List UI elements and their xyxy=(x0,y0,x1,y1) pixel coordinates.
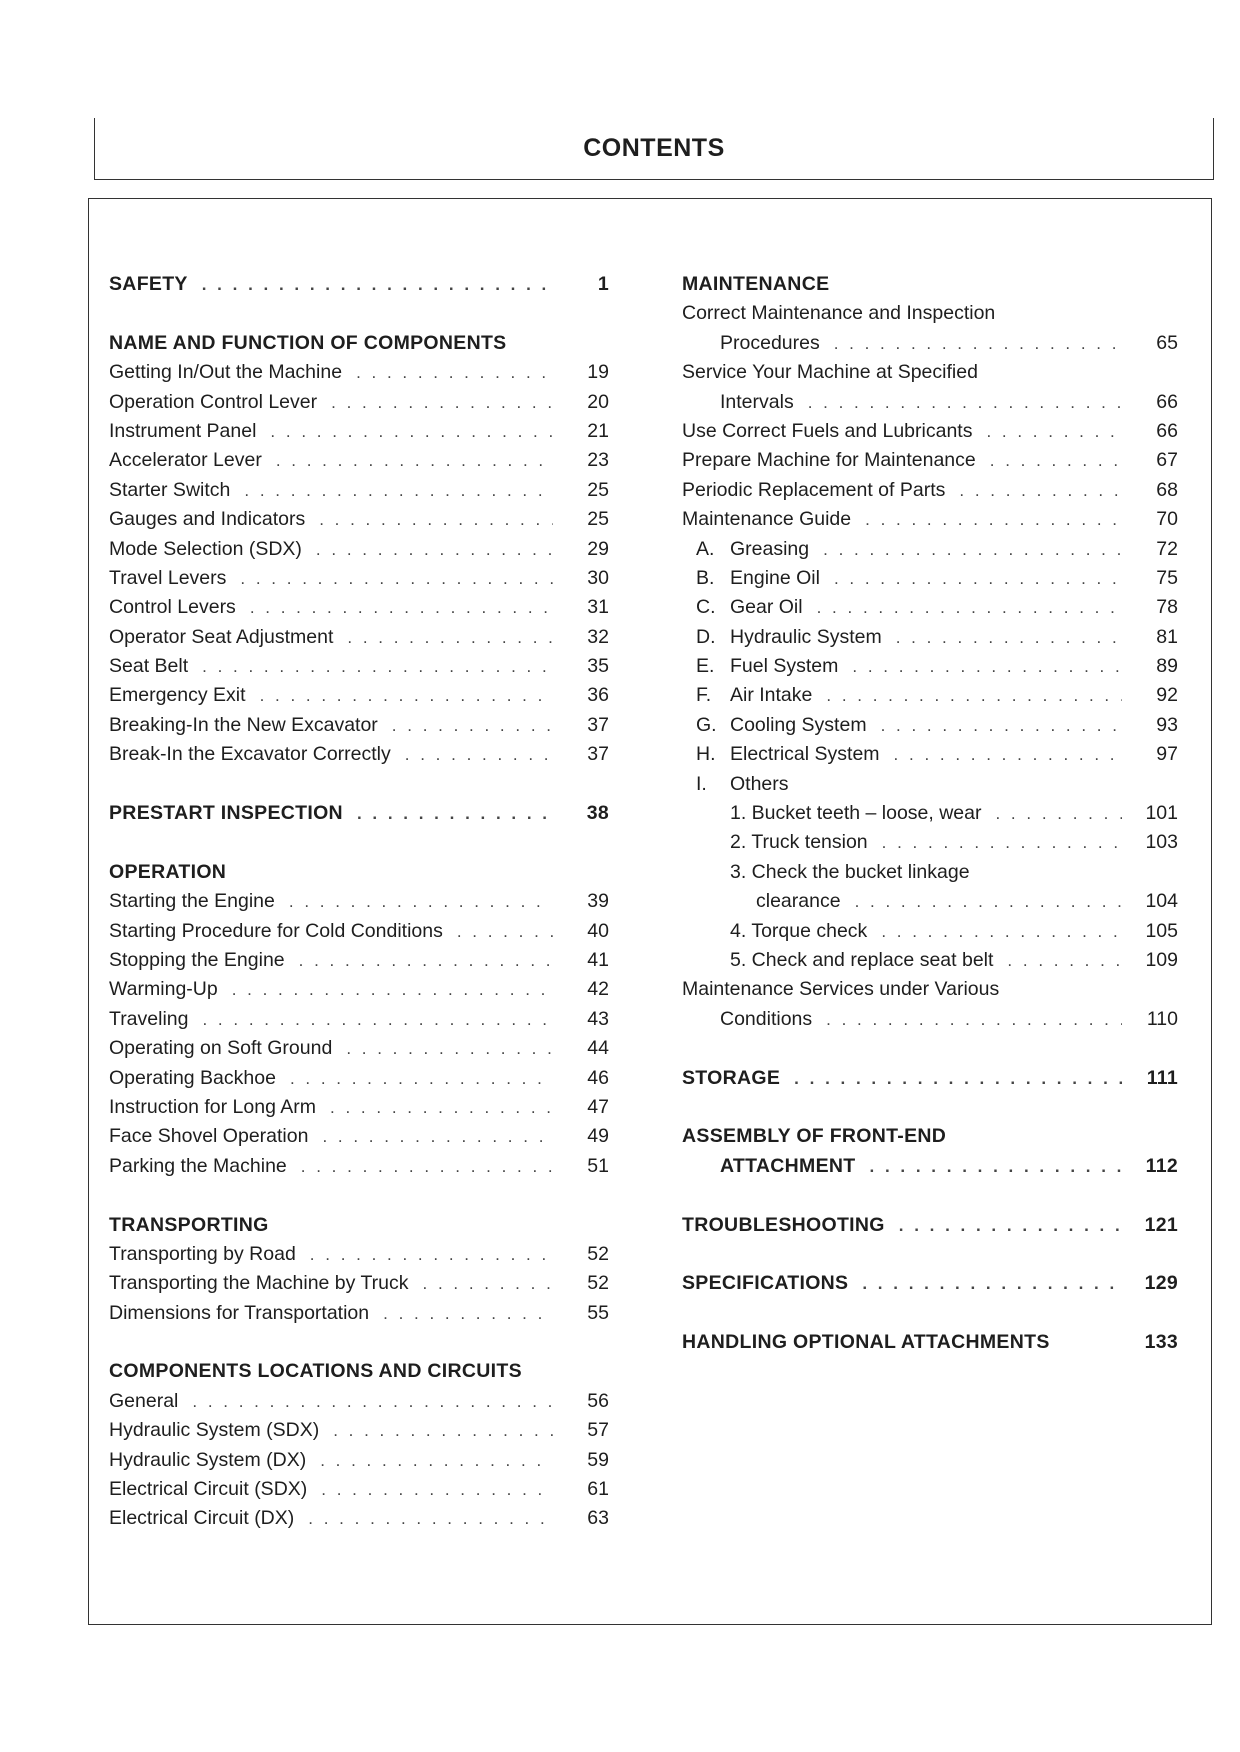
toc-entry[interactable]: Accelerator Lever . . . 23 xyxy=(109,449,609,478)
toc-entry-specifications[interactable]: SPECIFICATIONS . . . 129 xyxy=(682,1272,1178,1301)
toc-entry[interactable]: Hydraulic System (DX) . . . 59 xyxy=(109,1449,609,1478)
dot-leader xyxy=(834,334,1122,354)
dot-leader xyxy=(392,716,553,736)
toc-entry[interactable]: Warming-Up . . . 42 xyxy=(109,978,609,1007)
toc-entry[interactable]: Conditions . . . 110 xyxy=(682,1008,1178,1037)
toc-entry[interactable]: E. Fuel System . . . 89 xyxy=(682,655,1178,684)
toc-entry-safety[interactable]: SAFETY . . . 1 xyxy=(109,273,609,302)
header-frame xyxy=(94,118,1214,180)
toc-entry[interactable]: Electrical Circuit (SDX) . . . 61 xyxy=(109,1478,609,1507)
toc-entry[interactable]: Use Correct Fuels and Lubricants . . . 66 xyxy=(682,420,1178,449)
section-heading-name-function: NAME AND FUNCTION OF COMPONENTS xyxy=(109,331,507,354)
toc-entry[interactable]: Intervals . . . 66 xyxy=(682,391,1178,420)
dot-leader xyxy=(817,598,1122,618)
dot-leader xyxy=(232,980,553,1000)
toc-entry[interactable]: General . . . 56 xyxy=(109,1390,609,1419)
dot-leader xyxy=(995,804,1122,824)
toc-entry[interactable]: Seat Belt . . . 35 xyxy=(109,655,609,684)
dot-leader xyxy=(794,1069,1122,1089)
toc-entry[interactable]: Electrical Circuit (DX) . . . 63 xyxy=(109,1507,609,1536)
toc-entry[interactable]: clearance . . . 104 xyxy=(682,890,1178,919)
dot-leader xyxy=(990,451,1122,471)
toc-entry-line: Maintenance Services under Various xyxy=(682,978,1000,1001)
dot-leader xyxy=(1007,951,1122,971)
toc-entry[interactable]: F. Air Intake . . . 92 xyxy=(682,684,1178,713)
dot-leader xyxy=(808,393,1122,413)
toc-entry[interactable]: Travel Levers . . . 30 xyxy=(109,567,609,596)
dot-leader xyxy=(270,422,553,442)
dot-leader xyxy=(330,1098,553,1118)
toc-entry[interactable]: Face Shovel Operation . . . 49 xyxy=(109,1125,609,1154)
dot-leader xyxy=(383,1304,553,1324)
dot-leader xyxy=(321,1480,553,1500)
dot-leader xyxy=(250,598,553,618)
section-heading-components: COMPONENTS LOCATIONS AND CIRCUITS xyxy=(109,1360,522,1383)
toc-entry[interactable]: Operator Seat Adjustment . . . 32 xyxy=(109,626,609,655)
dot-leader xyxy=(333,1421,553,1441)
dot-leader xyxy=(899,1216,1122,1236)
dot-leader xyxy=(320,1451,553,1471)
toc-entry[interactable]: Parking the Machine . . . 51 xyxy=(109,1155,609,1184)
dot-leader xyxy=(240,569,553,589)
dot-leader xyxy=(457,922,553,942)
toc-entry-storage[interactable]: STORAGE . . . 111 xyxy=(682,1067,1178,1096)
dot-leader xyxy=(299,951,553,971)
toc-entry[interactable]: D. Hydraulic System . . . 81 xyxy=(682,626,1178,655)
dot-leader xyxy=(308,1509,553,1529)
toc-entry[interactable]: 5. Check and replace seat belt . . . 109 xyxy=(682,949,1178,978)
dot-leader xyxy=(823,540,1122,560)
dot-leader xyxy=(826,686,1122,706)
dot-leader xyxy=(202,657,553,677)
toc-entry[interactable]: Starting Procedure for Cold Conditions . . . 40 xyxy=(109,920,609,949)
toc-entry[interactable]: Starter Switch . . . 25 xyxy=(109,479,609,508)
dot-leader xyxy=(244,481,553,501)
dot-leader xyxy=(356,363,553,383)
dot-leader xyxy=(276,451,553,471)
dot-leader xyxy=(423,1274,554,1294)
dot-leader xyxy=(316,540,553,560)
dot-leader xyxy=(894,745,1122,765)
dot-leader xyxy=(322,1127,553,1147)
toc-entry[interactable]: Stopping the Engine . . . 41 xyxy=(109,949,609,978)
toc-entry[interactable]: Transporting the Machine by Truck . . . 52 xyxy=(109,1272,609,1301)
dot-leader xyxy=(202,275,553,295)
toc-entry[interactable]: Procedures . . . 65 xyxy=(682,332,1178,361)
dot-leader xyxy=(959,481,1122,501)
dot-leader xyxy=(347,628,553,648)
dot-leader xyxy=(881,716,1122,736)
toc-entry-handling[interactable]: HANDLING OPTIONAL ATTACHMENTS 133 xyxy=(682,1331,1178,1354)
dot-leader xyxy=(834,569,1122,589)
toc-entry[interactable]: H. Electrical System . . . 97 xyxy=(682,743,1178,772)
dot-leader xyxy=(882,833,1122,853)
toc-entry[interactable]: Emergency Exit . . . 36 xyxy=(109,684,609,713)
dot-leader xyxy=(865,510,1122,530)
section-heading-transporting: TRANSPORTING xyxy=(109,1213,269,1236)
left-column xyxy=(109,273,609,1537)
toc-entry-others: I. Others xyxy=(696,772,789,795)
dot-leader xyxy=(870,1157,1122,1177)
contents-frame xyxy=(88,198,1212,1625)
dot-leader xyxy=(855,892,1122,912)
toc-entry-line: Correct Maintenance and Inspection xyxy=(682,302,996,325)
dot-leader xyxy=(289,892,553,912)
toc-entry[interactable]: A. Greasing . . . 72 xyxy=(682,538,1178,567)
dot-leader xyxy=(357,804,553,824)
toc-entry[interactable]: 4. Torque check . . . 105 xyxy=(682,920,1178,949)
dot-leader xyxy=(346,1039,553,1059)
toc-entry-troubleshooting[interactable]: TROUBLESHOOTING . . . 121 xyxy=(682,1214,1178,1243)
toc-entry[interactable]: Instrument Panel . . . 21 xyxy=(109,420,609,449)
toc-entry[interactable]: Operation Control Lever . . . 20 xyxy=(109,391,609,420)
toc-entry-prestart[interactable]: PRESTART INSPECTION . . . 38 xyxy=(109,802,609,831)
dot-leader xyxy=(301,1157,553,1177)
toc-entry[interactable]: Control Levers . . . 31 xyxy=(109,596,609,625)
toc-entry[interactable]: Traveling . . . 43 xyxy=(109,1008,609,1037)
toc-entry[interactable]: Operating on Soft Ground . . . 44 xyxy=(109,1037,609,1066)
toc-entry[interactable]: G. Cooling System . . . 93 xyxy=(682,714,1178,743)
toc-entry[interactable]: Prepare Machine for Maintenance . . . 67 xyxy=(682,449,1178,478)
toc-entry[interactable]: C. Gear Oil . . . 78 xyxy=(682,596,1178,625)
dot-leader xyxy=(319,510,553,530)
toc-entry[interactable]: Gauges and Indicators . . . 25 xyxy=(109,508,609,537)
section-heading-operation: OPERATION xyxy=(109,860,227,883)
dot-leader xyxy=(881,922,1122,942)
dot-leader xyxy=(826,1010,1122,1030)
toc-entry[interactable]: Instruction for Long Arm . . . 47 xyxy=(109,1096,609,1125)
dot-leader xyxy=(202,1010,553,1030)
toc-entry-assembly[interactable]: ATTACHMENT . . . 112 xyxy=(682,1155,1178,1184)
dot-leader xyxy=(986,422,1122,442)
toc-entry[interactable]: B. Engine Oil . . . 75 xyxy=(682,567,1178,596)
toc-entry[interactable]: Operating Backhoe . . . 46 xyxy=(109,1067,609,1096)
toc-entry[interactable]: Transporting by Road . . . 52 xyxy=(109,1243,609,1272)
dot-leader xyxy=(260,686,553,706)
toc-entry[interactable]: 2. Truck tension . . . 103 xyxy=(682,831,1178,860)
toc-entry[interactable]: 1. Bucket teeth – loose, wear . . . 101 xyxy=(682,802,1178,831)
toc-entry[interactable]: Hydraulic System (SDX) . . . 57 xyxy=(109,1419,609,1448)
toc-entry[interactable]: Periodic Replacement of Parts . . . 68 xyxy=(682,479,1178,508)
dot-leader xyxy=(405,745,553,765)
dot-leader xyxy=(192,1392,553,1412)
right-column xyxy=(682,273,1178,1360)
toc-entry-line: Service Your Machine at Specified xyxy=(682,361,978,384)
toc-entry[interactable]: Break-In the Excavator Correctly . . . 37 xyxy=(109,743,609,772)
dot-leader xyxy=(290,1069,553,1089)
toc-entry[interactable]: Breaking-In the New Excavator . . . 37 xyxy=(109,714,609,743)
toc-entry[interactable]: Starting the Engine . . . 39 xyxy=(109,890,609,919)
toc-entry[interactable]: Getting In/Out the Machine . . . 19 xyxy=(109,361,609,390)
dot-leader xyxy=(331,393,553,413)
toc-entry[interactable]: Maintenance Guide . . . 70 xyxy=(682,508,1178,537)
dot-leader xyxy=(852,657,1122,677)
dot-leader xyxy=(862,1274,1122,1294)
toc-entry-line: 3. Check the bucket linkage xyxy=(730,860,970,883)
page-title: CONTENTS xyxy=(583,134,725,162)
toc-entry-line: ASSEMBLY OF FRONT-END xyxy=(682,1125,947,1148)
toc-entry[interactable]: Mode Selection (SDX) . . . 29 xyxy=(109,538,609,567)
dot-leader xyxy=(310,1245,553,1265)
dot-leader xyxy=(896,628,1122,648)
section-heading-maintenance: MAINTENANCE xyxy=(682,273,830,295)
toc-entry[interactable]: Dimensions for Transportation . . . 55 xyxy=(109,1302,609,1331)
